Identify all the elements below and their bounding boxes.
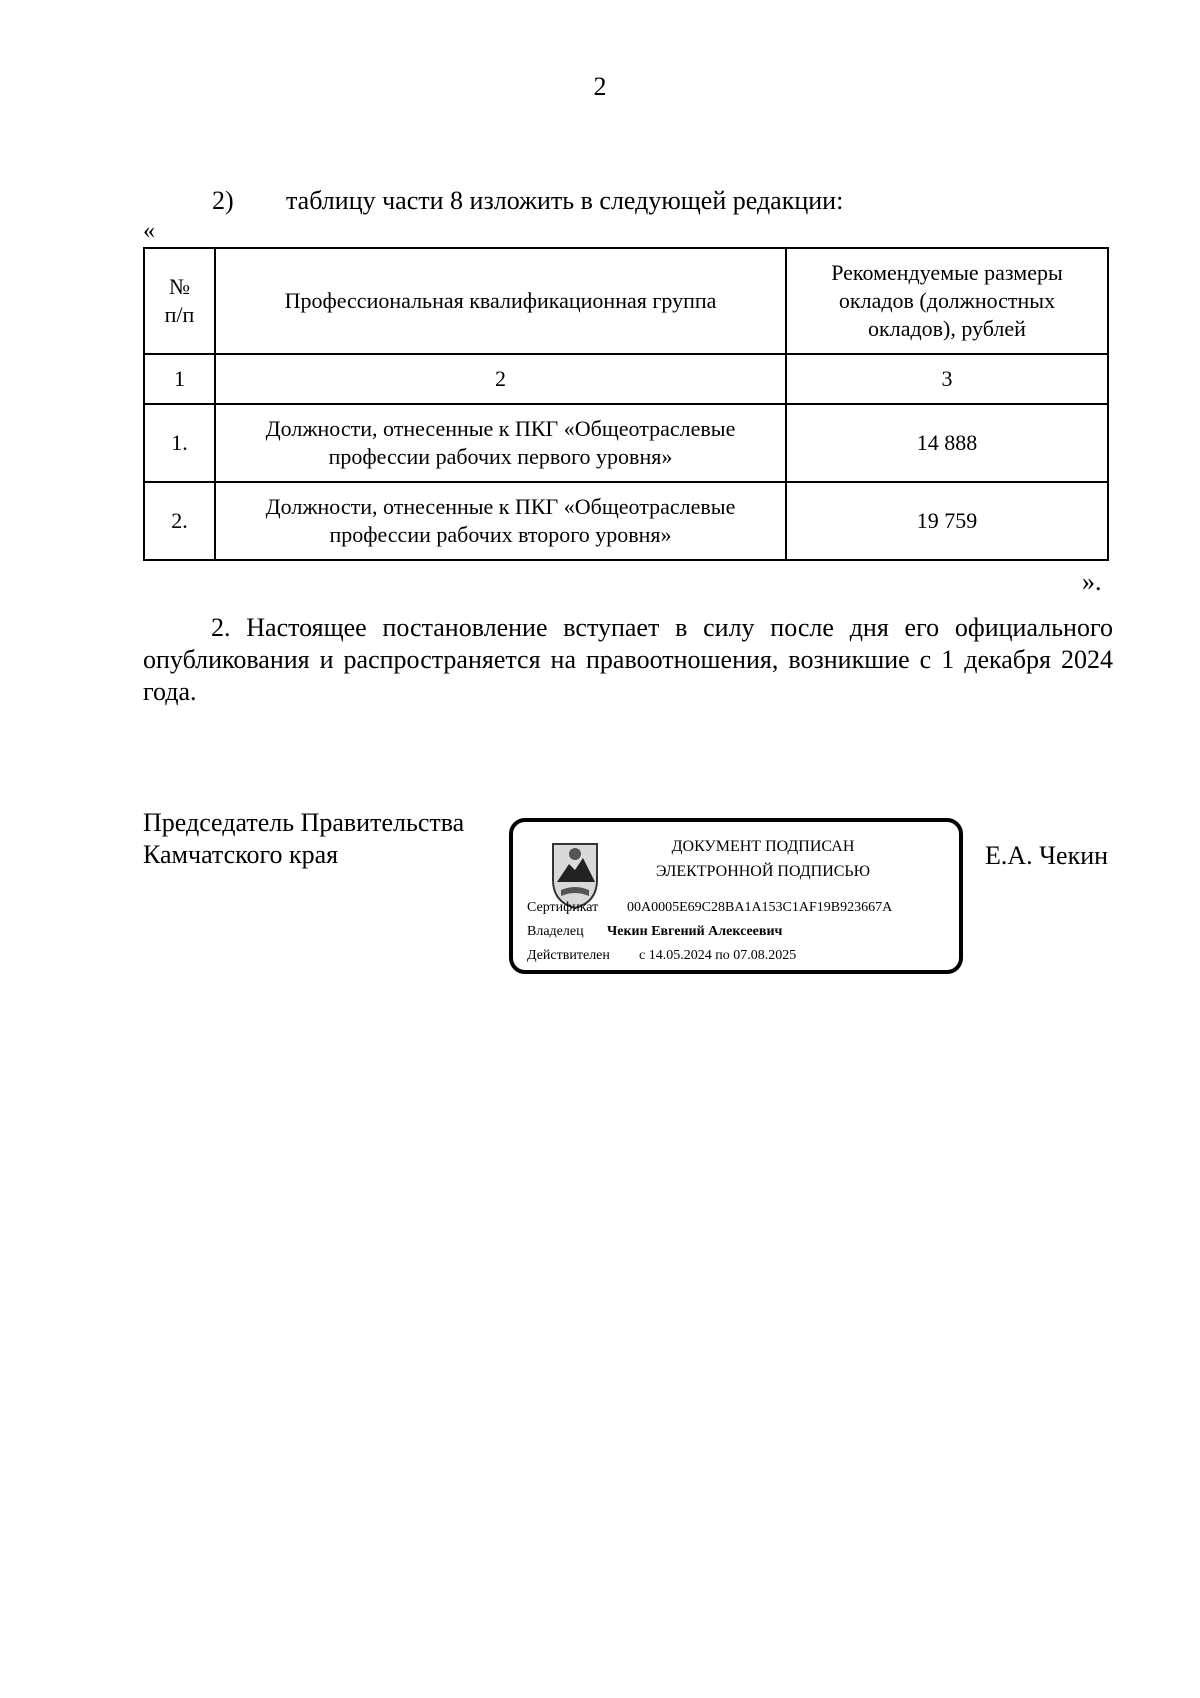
- list-item-text: таблицу части 8 изложить в следующей редакции:: [286, 186, 844, 215]
- header-group: Профессиональная квалификационная группа: [215, 248, 786, 354]
- stamp-validity-value: с 14.05.2024 по 07.08.2025: [639, 948, 797, 963]
- page-number: 2: [593, 72, 607, 101]
- row-number: 1.: [144, 404, 215, 482]
- column-number: 3: [786, 354, 1108, 404]
- column-number: 1: [144, 354, 215, 404]
- row-group-name: Должности, отнесенные к ПКГ «Общеотраслевые профессии рабочих первого уровня»: [215, 404, 786, 482]
- electronic-signature-stamp: [509, 818, 963, 974]
- stamp-certificate-label: Сертификат: [527, 900, 599, 915]
- row-number: 2.: [144, 482, 215, 560]
- signer-name: Е.А. Чекин: [985, 841, 1109, 870]
- column-number: 2: [215, 354, 786, 404]
- stamp-owner-value: Чекин Евгений Алексеевич: [607, 924, 783, 939]
- table-row: [144, 482, 1108, 560]
- list-item-number: 2): [212, 186, 234, 215]
- row-salary: 14 888: [786, 404, 1108, 482]
- stamp-owner-label: Владелец: [527, 924, 584, 939]
- row-group-name: Должности, отнесенные к ПКГ «Общеотраслевые профессии рабочих второго уровня»: [215, 482, 786, 560]
- signer-title: Председатель Правительства Камчатского края: [143, 808, 465, 869]
- header-number: № п/п: [144, 248, 215, 354]
- closing-quote: ».: [1082, 567, 1102, 596]
- list-item-2: [212, 186, 843, 216]
- paragraph-text: 2. Настоящее постановление вступает в силу после дня его официального опубликования и распространяется на правоотношения, возникшие с 1 декабря 2024 года.: [143, 613, 1113, 706]
- table-column-numbers-row: [144, 354, 1108, 404]
- stamp-validity-label: Действителен: [527, 948, 610, 963]
- paragraph-effective-date: [143, 612, 1113, 708]
- stamp-owner: [527, 924, 782, 940]
- opening-quote: «: [143, 218, 155, 244]
- stamp-validity: [527, 948, 796, 964]
- table-header-row: [144, 248, 1108, 354]
- table-row: [144, 404, 1108, 482]
- header-salary: Рекомендуемые размеры окладов (должностных окладов), рублей: [786, 248, 1108, 354]
- stamp-header: ДОКУМЕНТ ПОДПИСАН ЭЛЕКТРОННОЙ ПОДПИСЬЮ: [655, 838, 871, 880]
- salary-table: [143, 247, 1109, 561]
- row-salary: 19 759: [786, 482, 1108, 560]
- stamp-certificate-value: 00A0005E69C28BA1A153C1AF19B923667A: [627, 900, 893, 915]
- stamp-certificate: [527, 900, 892, 916]
